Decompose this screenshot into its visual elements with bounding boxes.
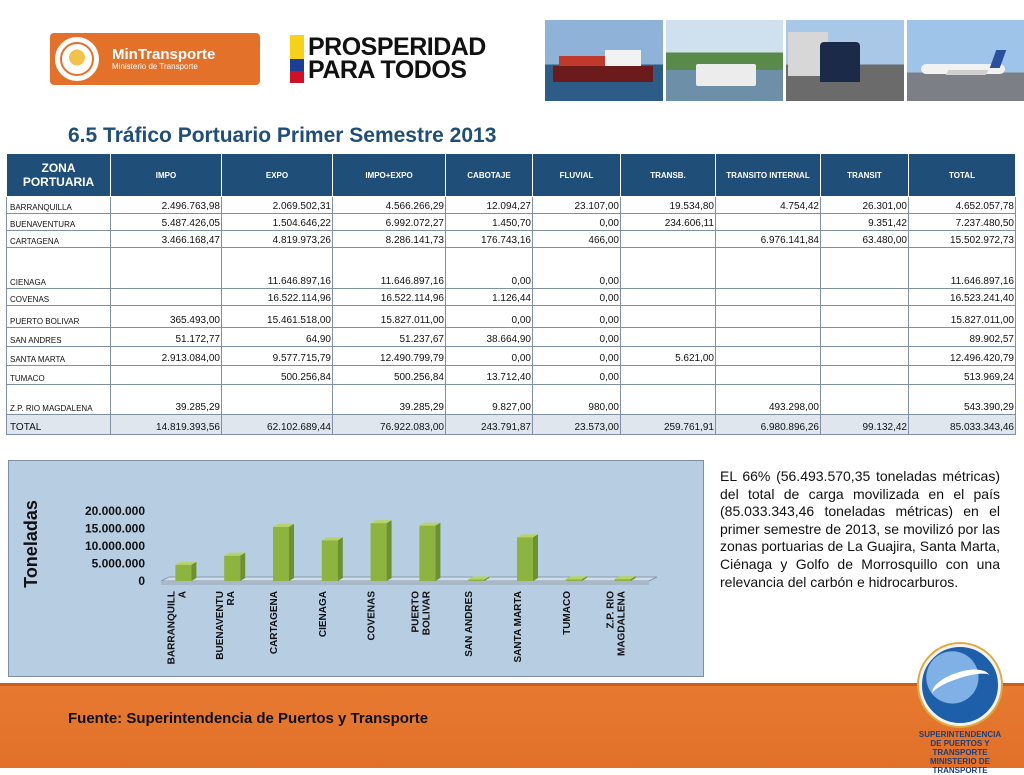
table-row	[7, 231, 1016, 248]
value-cell	[621, 328, 716, 347]
value-cell	[222, 385, 333, 415]
value-cell	[716, 248, 821, 289]
x-tick-label: PUERTO	[410, 591, 421, 633]
y-tick-label: 10.000.000	[85, 539, 145, 553]
bar-side	[533, 534, 538, 581]
column-header: ZONA PORTUARIA	[7, 154, 111, 197]
x-tick-label: Z.P. RIO	[606, 591, 617, 629]
value-cell: 365.493,00	[111, 306, 222, 328]
colombia-seal-icon	[52, 34, 102, 84]
bar-side	[338, 537, 343, 581]
y-axis-title: Toneladas	[21, 500, 41, 588]
total-value-cell: 14.819.393,56	[111, 415, 222, 435]
value-cell: 1.450,70	[446, 214, 533, 231]
value-cell: 64,90	[222, 328, 333, 347]
value-cell	[821, 385, 909, 415]
x-tick-label: BARRANQUILL	[166, 591, 177, 664]
bar	[615, 579, 631, 581]
column-header: TRANSITO INTERNAL	[716, 154, 821, 197]
bar	[419, 526, 435, 581]
value-cell: 15.461.518,00	[222, 306, 333, 328]
zone-name-cell: BARRANQUILLA	[7, 197, 111, 214]
value-cell: 12.490.799,79	[333, 347, 446, 366]
table-row	[7, 214, 1016, 231]
table-row	[7, 197, 1016, 214]
value-cell	[621, 289, 716, 306]
ship-photo	[545, 20, 663, 101]
column-header: EXPO	[222, 154, 333, 197]
column-header: TOTAL	[909, 154, 1016, 197]
column-header: IMPO+EXPO	[333, 154, 446, 197]
y-tick-label: 15.000.000	[85, 522, 145, 536]
value-cell	[111, 248, 222, 289]
value-cell: 3.466.168,47	[111, 231, 222, 248]
total-value-cell: 6.980.896,26	[716, 415, 821, 435]
value-cell: 51.237,67	[333, 328, 446, 347]
value-cell: 16.522.114,96	[222, 289, 333, 306]
value-cell: 9.827,00	[446, 385, 533, 415]
bar-side	[435, 523, 440, 581]
value-cell: 8.286.141,73	[333, 231, 446, 248]
footer-divider	[0, 683, 1024, 686]
value-cell: 234.606,11	[621, 214, 716, 231]
total-value-cell: 62.102.689,44	[222, 415, 333, 435]
table-row	[7, 248, 1016, 289]
bar	[175, 565, 191, 581]
airplane-photo	[907, 20, 1024, 101]
value-cell: 16.523.241,40	[909, 289, 1016, 306]
total-value-cell: 85.033.343,46	[909, 415, 1016, 435]
zone-name-cell: CARTAGENA	[7, 231, 111, 248]
value-cell: 5.621,00	[621, 347, 716, 366]
value-cell: 0,00	[533, 289, 621, 306]
summary-paragraph: EL 66% (56.493.570,35 toneladas métricas) del total de carga movilizada en el país (85.033.343,46 toneladas métricas) en el primer semestre de 2013, se movilizó por las zonas portuarias de La Guajira, Santa Marta, Ciénaga y Golfo de Morrosquillo con una relevancia del carbón e hidrocarburos.	[720, 468, 1000, 591]
value-cell: 500.256,84	[333, 366, 446, 385]
value-cell: 0,00	[446, 306, 533, 328]
column-header: CABOTAJE	[446, 154, 533, 197]
bar-side	[387, 520, 392, 581]
x-tick-label: MAGDALENA	[617, 591, 628, 656]
value-cell: 1.126,44	[446, 289, 533, 306]
value-cell	[621, 306, 716, 328]
table-row	[7, 385, 1016, 415]
value-cell: 2.069.502,31	[222, 197, 333, 214]
bar-side	[289, 524, 294, 581]
x-tick-label: BOLIVAR	[421, 590, 432, 635]
value-cell	[621, 385, 716, 415]
y-tick-label: 20.000.000	[85, 504, 145, 518]
chart-canvas	[9, 461, 705, 678]
value-cell: 0,00	[446, 347, 533, 366]
bar	[468, 580, 484, 582]
value-cell: 11.646.897,16	[222, 248, 333, 289]
value-cell: 26.301,00	[821, 197, 909, 214]
x-tick-label: COVENAS	[367, 591, 378, 641]
bar-side	[191, 562, 196, 581]
zone-name-cell: PUERTO BOLIVAR	[7, 306, 111, 328]
bar-side	[240, 553, 245, 581]
value-cell: 543.390,29	[909, 385, 1016, 415]
value-cell	[621, 248, 716, 289]
page-title: 6.5 Tráfico Portuario Primer Semestre 2013	[68, 124, 496, 148]
table-row	[7, 289, 1016, 306]
source-note: Fuente: Superintendencia de Puertos y Transporte	[68, 710, 428, 727]
value-cell: 39.285,29	[333, 385, 446, 415]
value-cell: 2.913.084,00	[111, 347, 222, 366]
value-cell	[621, 366, 716, 385]
x-tick-label: BUENAVENTU	[215, 591, 226, 660]
bar	[273, 527, 289, 581]
column-header: FLUVIAL	[533, 154, 621, 197]
value-cell: 15.827.011,00	[909, 306, 1016, 328]
supertransporte-logo	[905, 640, 1015, 764]
st-line-2: DE PUERTOS Y TRANSPORTE	[905, 739, 1015, 757]
transport-photos-strip	[545, 20, 1024, 101]
bar	[566, 579, 582, 581]
value-cell: 12.496.420,79	[909, 347, 1016, 366]
value-cell: 4.819.973,26	[222, 231, 333, 248]
value-cell: 2.496.763,98	[111, 197, 222, 214]
value-cell: 4.566.266,29	[333, 197, 446, 214]
zone-name-cell: TUMACO	[7, 366, 111, 385]
x-tick-label: TUMACO	[562, 591, 573, 635]
mintransporte-logo	[50, 33, 260, 85]
port-traffic-table	[6, 153, 1016, 435]
value-cell	[111, 289, 222, 306]
zone-name-cell: Z.P. RIO MAGDALENA	[7, 385, 111, 415]
mintransporte-brand: MinTransporte	[112, 47, 215, 63]
value-cell: 51.172,77	[111, 328, 222, 347]
total-value-cell: 99.132,42	[821, 415, 909, 435]
value-cell: 11.646.897,16	[333, 248, 446, 289]
value-cell	[821, 248, 909, 289]
value-cell: 23.107,00	[533, 197, 621, 214]
value-cell: 63.480,00	[821, 231, 909, 248]
value-cell	[111, 366, 222, 385]
x-tick-label: A	[177, 591, 188, 598]
value-cell: 0,00	[533, 347, 621, 366]
value-cell: 9.577.715,79	[222, 347, 333, 366]
zone-name-cell: SANTA MARTA	[7, 347, 111, 366]
colombia-flag-icon	[290, 35, 304, 83]
zone-name-cell: COVENAS	[7, 289, 111, 306]
prosperidad-line1: PROSPERIDAD	[308, 36, 486, 59]
zone-name-cell: BUENAVENTURA	[7, 214, 111, 231]
value-cell: 7.237.480,50	[909, 214, 1016, 231]
table-row	[7, 328, 1016, 347]
column-header: TRANSIT	[821, 154, 909, 197]
value-cell: 16.522.114,96	[333, 289, 446, 306]
value-cell: 513.969,24	[909, 366, 1016, 385]
column-header: IMPO	[111, 154, 222, 197]
total-row	[7, 415, 1016, 435]
chart-floor-edge	[161, 581, 649, 585]
total-value-cell: 23.573,00	[533, 415, 621, 435]
value-cell: 176.743,16	[446, 231, 533, 248]
prosperidad-logo	[290, 35, 486, 83]
value-cell: 19.534,80	[621, 197, 716, 214]
value-cell: 466,00	[533, 231, 621, 248]
table-row	[7, 347, 1016, 366]
value-cell: 38.664,90	[446, 328, 533, 347]
value-cell: 89.902,57	[909, 328, 1016, 347]
value-cell	[621, 231, 716, 248]
st-line-1: SUPERINTENDENCIA	[905, 730, 1015, 739]
x-tick-label: SAN ANDRES	[464, 591, 475, 657]
value-cell	[821, 306, 909, 328]
value-cell: 4.652.057,78	[909, 197, 1016, 214]
value-cell: 4.754,42	[716, 197, 821, 214]
value-cell: 0,00	[446, 248, 533, 289]
column-header: TRANSB.	[621, 154, 716, 197]
x-tick-label: CIENAGA	[318, 591, 329, 637]
table-row	[7, 366, 1016, 385]
value-cell: 15.502.972,73	[909, 231, 1016, 248]
value-cell: 0,00	[533, 248, 621, 289]
value-cell: 500.256,84	[222, 366, 333, 385]
truck-photo	[786, 20, 904, 101]
value-cell	[716, 347, 821, 366]
river-boat-photo	[666, 20, 784, 101]
value-cell: 11.646.897,16	[909, 248, 1016, 289]
zone-name-cell: CIENAGA	[7, 248, 111, 289]
value-cell: 9.351,42	[821, 214, 909, 231]
prosperidad-line2: PARA TODOS	[308, 59, 486, 82]
value-cell: 1.504.646,22	[222, 214, 333, 231]
value-cell	[716, 214, 821, 231]
value-cell: 0,00	[533, 366, 621, 385]
st-line-3: MINISTERIO DE TRANSPORTE	[905, 757, 1015, 775]
total-label-cell: TOTAL	[7, 415, 111, 435]
bar	[322, 540, 338, 581]
bar	[517, 537, 533, 581]
value-cell: 0,00	[533, 306, 621, 328]
zone-name-cell: SAN ANDRES	[7, 328, 111, 347]
total-value-cell: 259.761,91	[621, 415, 716, 435]
value-cell	[716, 328, 821, 347]
tonnage-bar-chart	[8, 460, 704, 677]
value-cell: 13.712,40	[446, 366, 533, 385]
table-row	[7, 306, 1016, 328]
total-value-cell: 243.791,87	[446, 415, 533, 435]
value-cell: 15.827.011,00	[333, 306, 446, 328]
value-cell	[716, 289, 821, 306]
value-cell: 39.285,29	[111, 385, 222, 415]
x-tick-label: CARTAGENA	[269, 591, 280, 654]
y-tick-label: 5.000.000	[92, 557, 146, 571]
total-value-cell: 76.922.083,00	[333, 415, 446, 435]
value-cell: 493.298,00	[716, 385, 821, 415]
bar	[224, 556, 240, 581]
mintransporte-subtitle: Ministerio de Transporte	[112, 63, 215, 71]
value-cell	[821, 347, 909, 366]
y-tick-label: 0	[138, 574, 145, 588]
value-cell: 980,00	[533, 385, 621, 415]
value-cell	[821, 366, 909, 385]
value-cell: 12.094,27	[446, 197, 533, 214]
value-cell	[716, 366, 821, 385]
x-tick-label: SANTA MARTA	[513, 591, 524, 662]
bar	[371, 523, 387, 581]
value-cell: 0,00	[533, 328, 621, 347]
value-cell: 6.992.072,27	[333, 214, 446, 231]
table-header-row	[7, 154, 1016, 197]
value-cell	[821, 289, 909, 306]
value-cell: 0,00	[533, 214, 621, 231]
x-tick-label: RA	[226, 591, 237, 605]
value-cell	[716, 306, 821, 328]
value-cell	[821, 328, 909, 347]
value-cell: 5.487.426,05	[111, 214, 222, 231]
value-cell: 6.976.141,84	[716, 231, 821, 248]
